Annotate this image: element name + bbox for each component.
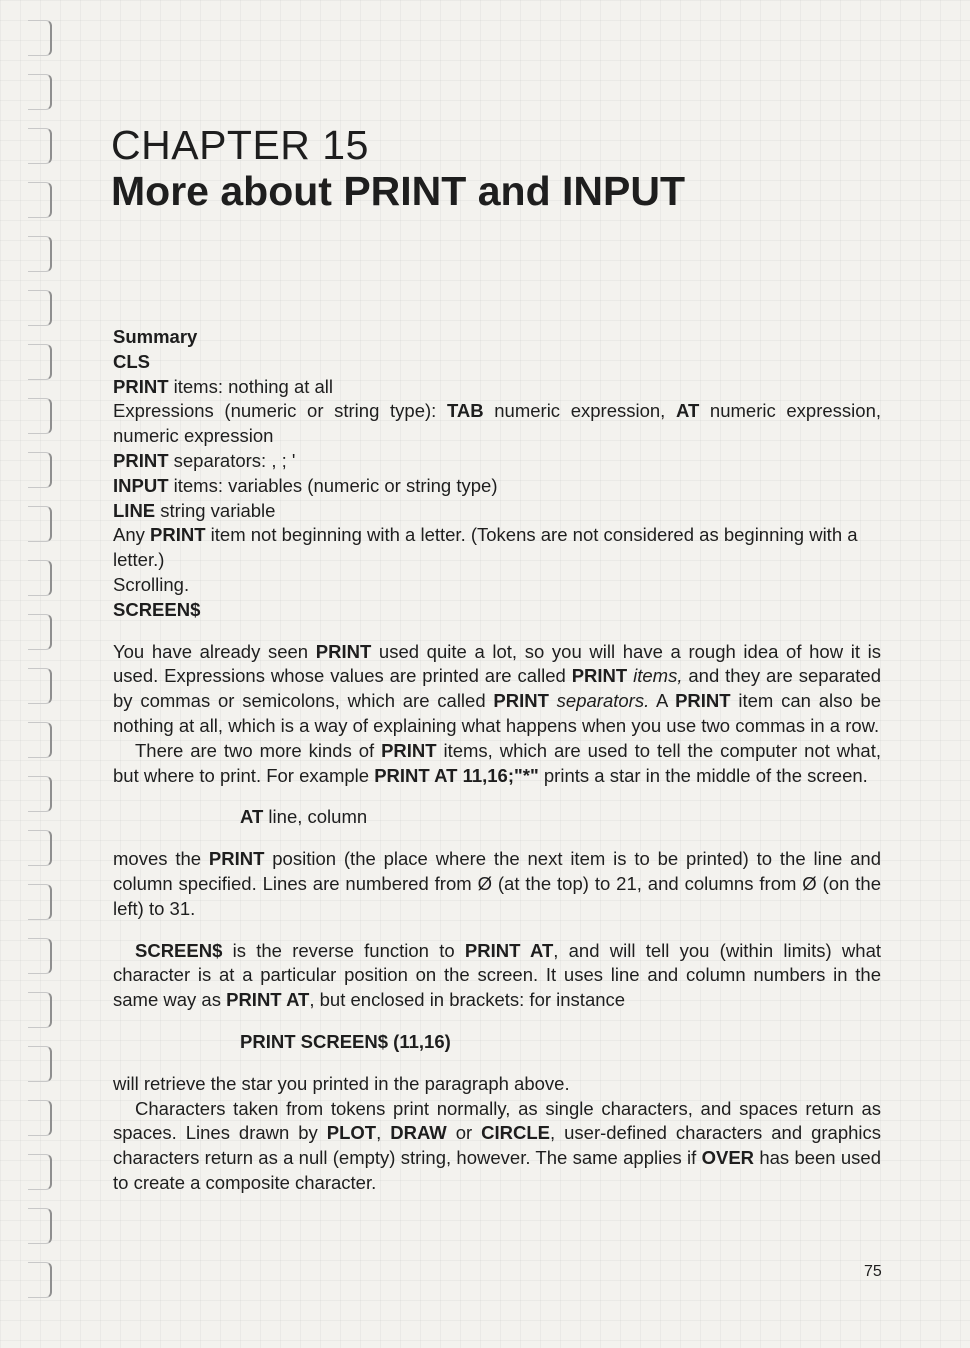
binding-ring: [28, 992, 52, 1028]
summary-cls: CLS: [113, 350, 150, 372]
summary-text: items: nothing at all: [168, 375, 334, 397]
paragraph-2: [113, 739, 881, 789]
text: and they are separated by commas or semicolons, which are called: [113, 665, 881, 712]
text: used quite a lot, so you will have a rough idea of how it is used. Expressions whose values are printed are called: [113, 640, 882, 687]
keyword: PRINT AT: [226, 989, 310, 1011]
binding-ring: [28, 1208, 52, 1244]
text: , but enclosed in brackets: for instance: [309, 989, 626, 1011]
page-content: [113, 325, 881, 1196]
keyword: AT: [675, 400, 700, 422]
binding-ring: [28, 182, 52, 218]
text: item can also be nothing at all, which is a way of explaining what happens when you use two commas in a row.: [113, 690, 882, 736]
keyword: PRINT AT: [464, 939, 554, 961]
keyword: PRINT: [315, 640, 372, 662]
spacer: [113, 1013, 881, 1030]
binding-ring: [28, 452, 52, 488]
text: There are two more kinds of: [135, 739, 382, 761]
text: ,: [376, 1122, 391, 1144]
keyword: PRINT: [493, 690, 549, 712]
summary-text: item not beginning with a letter. (Tokens are not considered as beginning with a letter.): [113, 524, 858, 571]
keyword: PRINT: [150, 524, 206, 546]
summary-line: [113, 474, 881, 499]
text: , and will tell you (within limits) what character is at a particular position on the screen. It uses line and column numbers in the same way as: [113, 939, 881, 1011]
keyword: TAB: [446, 400, 484, 422]
spiral-binding: [18, 20, 58, 1330]
binding-ring: [28, 1154, 52, 1190]
text: has been used to create a composite character.: [113, 1147, 882, 1193]
binding-ring: [28, 20, 52, 56]
summary-heading: Summary: [113, 326, 198, 347]
summary-text: items: variables (numeric or string type): [168, 474, 498, 496]
paragraph-4: [113, 939, 881, 1013]
spacer: [113, 623, 881, 640]
binding-ring: [28, 722, 52, 758]
keyword: INPUT: [113, 474, 169, 496]
spacer: [113, 830, 881, 847]
keyword: PRINT: [113, 375, 169, 397]
summary-text: Any: [113, 524, 151, 546]
spacer: [113, 788, 881, 805]
text: line, column: [263, 806, 368, 828]
binding-ring: [28, 1100, 52, 1136]
summary-screen-keyword: SCREEN$: [113, 598, 201, 620]
binding-ring: [28, 506, 52, 542]
paragraph-1: [113, 640, 881, 739]
keyword: PRINT: [571, 665, 628, 687]
summary-line: [113, 449, 881, 474]
binding-ring: [28, 398, 52, 434]
summary-line: [113, 499, 881, 524]
binding-ring: [28, 344, 52, 380]
italic-term: separators.: [548, 690, 650, 712]
binding-ring: [28, 830, 52, 866]
summary-line: [113, 399, 881, 449]
keyword: DRAW: [390, 1122, 447, 1144]
summary-section: [113, 325, 881, 623]
summary-line: Scrolling.: [113, 573, 190, 595]
binding-ring: [28, 560, 52, 596]
binding-ring: [28, 668, 52, 704]
keyword: PRINT: [113, 449, 169, 471]
text: position (the place where the next item is to be printed) to the line and column specified. Lines are numbered from Ø (at the top) to 21, and columns from Ø (on the left) to 31.: [113, 848, 881, 919]
summary-line: [113, 523, 881, 573]
summary-text: separators: , ; ': [168, 449, 296, 471]
text: prints a star in the middle of the screen.: [538, 764, 868, 786]
italic-term: items,: [627, 665, 683, 687]
text: Characters taken from tokens print normally, as single characters, and spaces return as spaces. Lines drawn by: [113, 1097, 881, 1144]
keyword: LINE: [113, 499, 156, 521]
summary-text: Expressions (numeric or string type):: [113, 400, 447, 422]
binding-ring: [28, 128, 52, 164]
keyword: OVER: [701, 1147, 755, 1169]
text: A: [649, 690, 676, 712]
spacer: [113, 1055, 881, 1072]
binding-ring: [28, 884, 52, 920]
text: or: [446, 1122, 482, 1144]
keyword: PRINT: [675, 690, 731, 712]
text: is the reverse function to: [222, 939, 465, 961]
spacer: [113, 922, 881, 939]
paragraph-6: [113, 1097, 881, 1196]
keyword: PRINT: [381, 739, 437, 761]
paragraph-5: will retrieve the star you printed in the paragraph above.: [113, 1072, 570, 1094]
binding-ring: [28, 74, 52, 110]
text: , user-defined characters and graphics characters return as a null (empty) string, however. The same applies if: [113, 1122, 882, 1169]
summary-text: numeric expression,: [483, 400, 676, 422]
chapter-number: CHAPTER 15: [111, 122, 369, 168]
keyword: PRINT: [208, 848, 265, 870]
text: moves the: [113, 848, 209, 870]
keyword: PLOT: [326, 1122, 377, 1144]
code-example-screen: PRINT SCREEN$ (11,16): [240, 1030, 451, 1052]
binding-ring: [28, 776, 52, 812]
binding-ring: [28, 1262, 52, 1298]
keyword: AT: [240, 806, 264, 828]
summary-text: numeric expression, numeric expression: [113, 400, 881, 447]
summary-text: string variable: [155, 499, 276, 521]
chapter-title: More about PRINT and INPUT: [111, 168, 685, 214]
keyword: CIRCLE: [481, 1122, 551, 1144]
text: You have already seen: [113, 640, 316, 662]
binding-ring: [28, 236, 52, 272]
binding-ring: [28, 938, 52, 974]
binding-ring: [28, 614, 52, 650]
page-number: 75: [864, 1263, 882, 1280]
code-example: PRINT AT 11,16;"*": [374, 764, 539, 786]
paragraph-3: [113, 847, 881, 921]
keyword: SCREEN$: [135, 939, 223, 961]
at-syntax-line: [113, 805, 881, 830]
text: items, which are used to tell the computer not what, but where to print. For example: [113, 739, 881, 786]
summary-line: [113, 375, 881, 400]
binding-ring: [28, 290, 52, 326]
binding-ring: [28, 1046, 52, 1082]
